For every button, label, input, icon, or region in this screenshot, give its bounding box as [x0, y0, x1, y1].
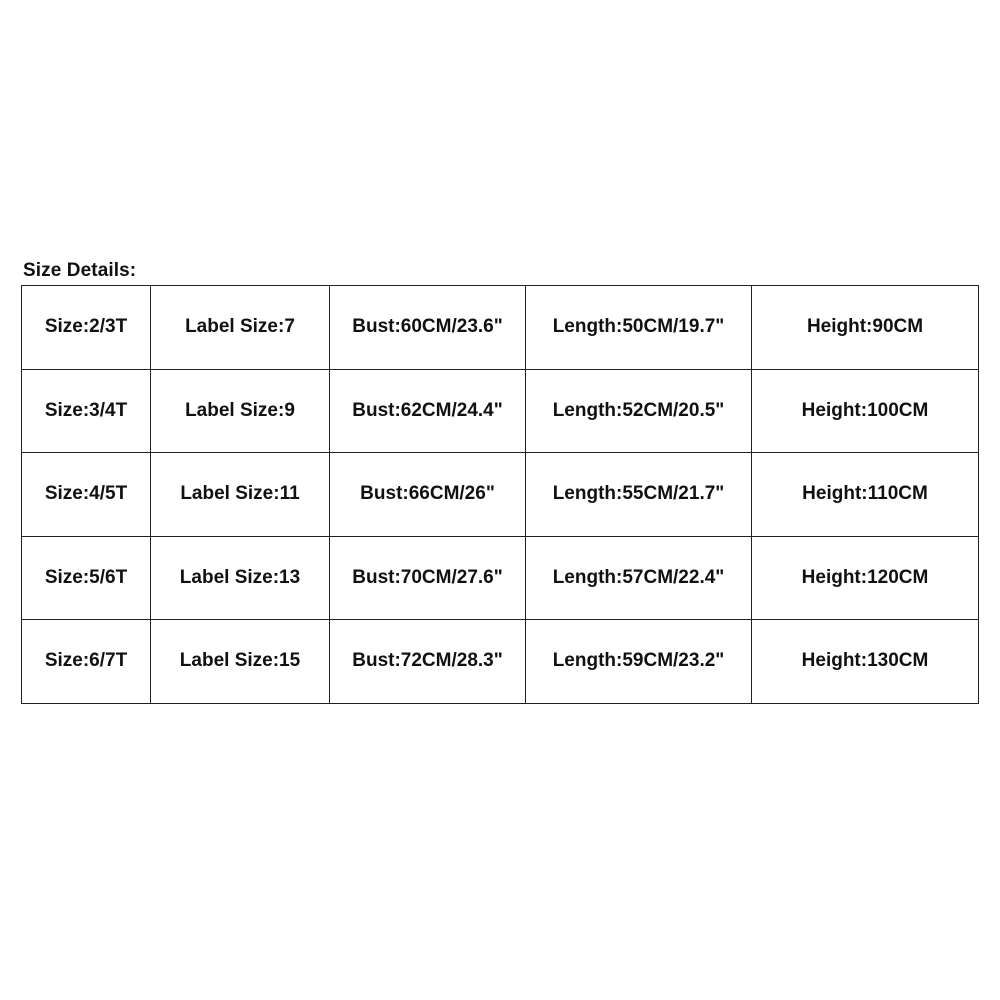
label-size-cell: Label Size:9	[151, 369, 330, 453]
bust-cell: Bust:66CM/26"	[330, 453, 526, 537]
label-size-cell: Label Size:13	[151, 536, 330, 620]
size-chart-table	[21, 285, 979, 704]
label-size-cell: Label Size:11	[151, 453, 330, 537]
size-details-title: Size Details:	[23, 260, 137, 281]
table-row	[22, 620, 979, 704]
size-cell: Size:6/7T	[22, 620, 151, 704]
length-cell: Length:57CM/22.4"	[526, 536, 752, 620]
height-cell: Height:90CM	[752, 286, 979, 370]
length-cell: Length:52CM/20.5"	[526, 369, 752, 453]
label-size-cell: Label Size:7	[151, 286, 330, 370]
height-cell: Height:130CM	[752, 620, 979, 704]
bust-cell: Bust:60CM/23.6"	[330, 286, 526, 370]
height-cell: Height:100CM	[752, 369, 979, 453]
length-cell: Length:55CM/21.7"	[526, 453, 752, 537]
table-row	[22, 286, 979, 370]
bust-cell: Bust:62CM/24.4"	[330, 369, 526, 453]
bust-cell: Bust:70CM/27.6"	[330, 536, 526, 620]
table-row	[22, 369, 979, 453]
height-cell: Height:120CM	[752, 536, 979, 620]
size-cell: Size:2/3T	[22, 286, 151, 370]
height-cell: Height:110CM	[752, 453, 979, 537]
label-size-cell: Label Size:15	[151, 620, 330, 704]
size-cell: Size:4/5T	[22, 453, 151, 537]
size-cell: Size:5/6T	[22, 536, 151, 620]
length-cell: Length:59CM/23.2"	[526, 620, 752, 704]
table-row	[22, 536, 979, 620]
size-cell: Size:3/4T	[22, 369, 151, 453]
table-row	[22, 453, 979, 537]
length-cell: Length:50CM/19.7"	[526, 286, 752, 370]
bust-cell: Bust:72CM/28.3"	[330, 620, 526, 704]
